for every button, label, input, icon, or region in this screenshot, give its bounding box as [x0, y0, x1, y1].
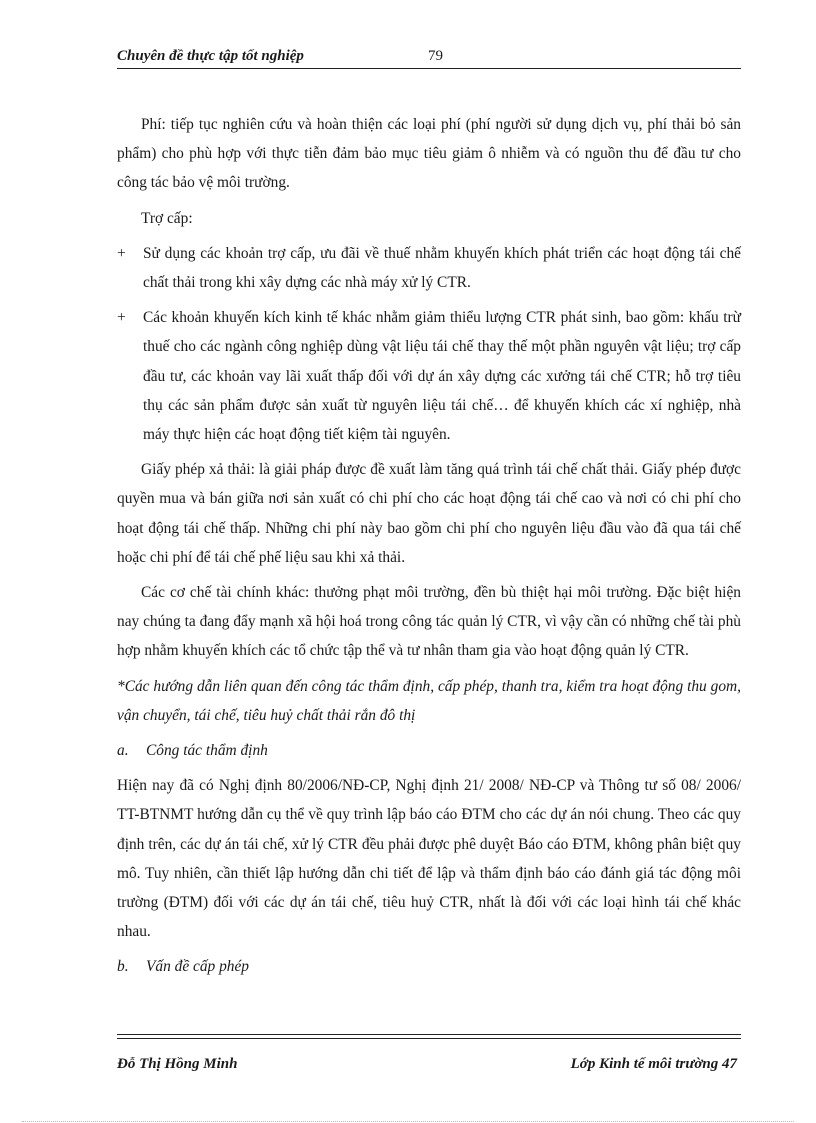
footer-class: Lớp Kinh tế môi trường 47 — [570, 1056, 737, 1072]
page-number: 79 — [428, 48, 443, 64]
section-heading-b — [117, 952, 741, 981]
bullet-mark: + — [117, 244, 126, 262]
section-label: a. — [117, 742, 129, 760]
header-title: Chuyên đề thực tập tốt nghiệp — [117, 48, 304, 64]
bullet-mark: + — [117, 309, 126, 327]
bullet-item — [117, 239, 741, 297]
page-edge-rule — [22, 1121, 794, 1122]
page-footer — [117, 1056, 741, 1078]
bullet-item — [117, 303, 741, 449]
footer-rule — [117, 1034, 741, 1035]
section-label: b. — [117, 958, 129, 976]
paragraph-huong-dan: *Các hướng dẫn liên quan đến công tác thẩm định, cấp phép, thanh tra, kiểm tra hoạt động thu gom, vận chuyển, tái chế, tiêu huỷ chất thải rắn đô thị — [117, 677, 741, 724]
section-title: Công tác thẩm định — [146, 742, 268, 760]
paragraph-hien-nay: Hiện nay đã có Nghị định 80/2006/NĐ-CP, Nghị định 21/ 2008/ NĐ-CP và Thông tư số 08/ 2006/ TT-BTNMT hướng dẫn cụ thể về quy trình lập báo cáo ĐTM cho các dự án nói chung. Theo các quy định trên, các dự án tái chế, xử lý CTR đều phải được phê duyệt Báo cáo ĐTM, không phân biệt quy mô. Tuy nhiên, cần thiết lập hướng dẫn chi tiết để lập và thẩm định báo cáo đánh giá tác động môi trường (ĐTM) đối với các dự án tái chế, tiêu huỷ CTR, nhất là đối với các loại hình tái chế khác nhau. — [117, 777, 741, 941]
bullet-text: Các khoản khuyến kích kinh tế khác nhằm giảm thiểu lượng CTR phát sinh, bao gồm: khấu trừ thuế cho các ngành công nghiệp dùng vật liệu tái chế thay thế một phần nguyên vật liệu; trợ cấp đầu tư, các khoản vay lãi xuất thấp đối với dự án xây dựng các xưởng tái chế CTR; hỗ trợ tiêu thụ các sản phẩm được sản xuất từ nguyên liệu tái chế… để khuyến khích các xí nghiệp, nhà máy thực hiện các hoạt động tiết kiệm tài nguyên. — [143, 309, 741, 444]
paragraph-phi: Phí: tiếp tục nghiên cứu và hoàn thiện các loại phí (phí người sử dụng dịch vụ, phí thải bỏ sản phẩm) cho phù hợp với thực tiễn đảm bảo mục tiêu giảm ô nhiễm và có nguồn thu để đầu tư cho công tác bảo vệ môi trường. — [117, 116, 741, 192]
page-body — [117, 110, 741, 988]
footer-author: Đỗ Thị Hồng Minh — [117, 1056, 238, 1072]
paragraph-co-che: Các cơ chế tài chính khác: thưởng phạt môi trường, đền bù thiệt hại môi trường. Đặc biệt hiện nay chúng ta đang đẩy mạnh xã hội hoá trong công tác quản lý CTR, vì vậy cần có những chế tài phù hợp nhằm khuyến khích các tổ chức tập thể và tư nhân tham gia vào hoạt động quản lý CTR. — [117, 584, 741, 660]
bullet-text: Sử dụng các khoản trợ cấp, ưu đãi về thuế nhằm khuyến khích phát triển các hoạt động tái chế chất thải trong khi xây dựng các nhà máy xử lý CTR. — [143, 244, 741, 292]
paragraph-tro-cap: Trợ cấp: — [141, 209, 193, 227]
paragraph-giay-phep: Giấy phép xả thải: là giải pháp được đề xuất làm tăng quá trình tái chế chất thải. Giấy phép được quyền mua và bán giữa nơi sản xuất có chi phí cho các hoạt động tái chế cao và nơi có chi phí cho hoạt động tái chế thấp. Những chi phí này bao gồm chi phí cho nguyên liệu đầu vào đã qua tái chế hoặc chi phí để tái chế phế liệu sau khi xả thải. — [117, 461, 741, 566]
footer-rule — [117, 1038, 741, 1039]
section-heading-a — [117, 736, 741, 765]
header-rule — [117, 68, 741, 69]
section-title: Vấn đề cấp phép — [146, 958, 249, 976]
page-header — [117, 48, 741, 68]
